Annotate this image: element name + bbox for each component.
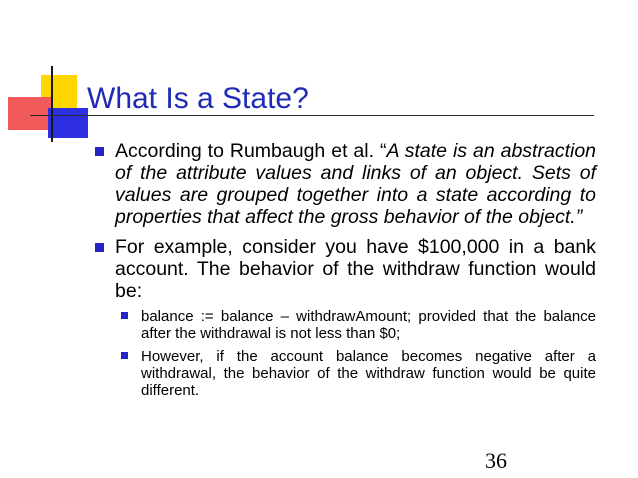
sub-bullet-text: balance := balance – withdrawAmount; provided that the balance after the withdrawal is not less than $0;	[141, 308, 596, 342]
bullet-text: For example, consider you have $100,000 in a bank account. The behavior of the withdraw function would be:	[115, 236, 596, 302]
bullet-quote-text: A state is an abstraction of the attribute values and links of an object. Sets of values are grouped together into a state according to properties that affect the gross behavior of the object.”	[115, 140, 597, 228]
sub-bullet-item	[121, 308, 596, 342]
decor-vertical-line	[51, 66, 53, 142]
page-number: 36	[485, 448, 507, 473]
decor-red-square	[8, 97, 52, 130]
square-bullet-icon	[95, 243, 104, 252]
bullet-bank-example	[95, 236, 596, 302]
bullet-lead-text: According to Rumbaugh et al. “	[115, 140, 387, 162]
sub-bullet-list	[95, 308, 596, 399]
square-bullet-icon	[121, 312, 128, 319]
sub-bullet-item	[121, 348, 596, 399]
square-bullet-icon	[95, 147, 104, 156]
square-bullet-icon	[121, 352, 128, 359]
slide-content	[95, 140, 596, 405]
slide-title: What Is a State?	[87, 82, 309, 115]
decor-blue-square	[48, 108, 88, 138]
sub-bullet-text: However, if the account balance becomes negative after a withdrawal, the behavior of the withdraw function would be quite different.	[141, 348, 596, 399]
bullet-rumbaugh-definition	[95, 140, 596, 228]
